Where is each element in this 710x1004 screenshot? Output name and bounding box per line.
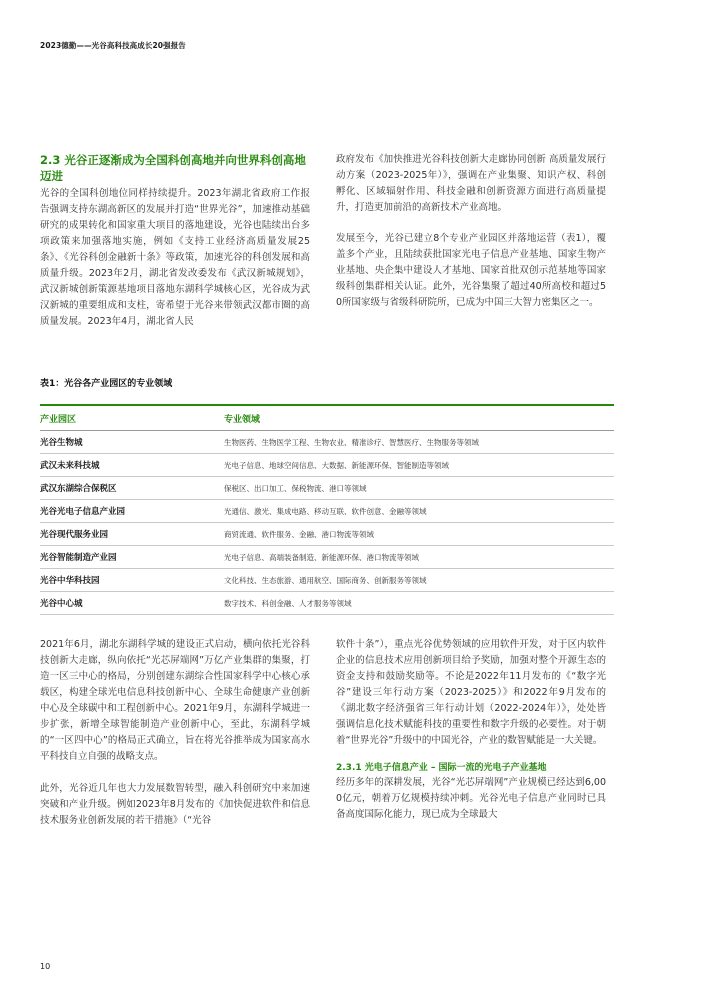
park-field-cell: 光通信、激光、集成电路、移动互联、软件创意、金融等领域 (224, 506, 427, 516)
park-name-cell: 光谷光电子信息产业园 (40, 507, 126, 517)
table-caption: 表1：光谷各产业园区的专业领域 (40, 379, 173, 389)
table-row (40, 546, 614, 569)
section-paragraph: 发展至今，光谷已建立8个专业产业园区并落地运营（表1），覆盖多个产业，且陆续获批国家光电子信息产业基地、国家生物产业基地、央企集中建设人才基地、国家首批双创示范基地等国家级科创集群相关认证。此外，光谷集聚了超过40所高校和超过50所国家级与省级科研院所，已成为中国三大智力密集区之一。 (336, 233, 606, 308)
running-header: 2023德勤——光谷高科技高成长20强报告 (40, 41, 186, 50)
page-number: 10 (40, 962, 51, 971)
body-paragraph: 此外，光谷近几年也大力发展数智转型，融入科创研究中来加速突破和产业升级。例如2023年8月发布的《加快促进软件和信息技术服务业创新发展的若干措施》（“光谷 (40, 783, 310, 826)
section-paragraph: 政府发布《加快推进光谷科技创新大走廊协同创新 高质量发展行动方案（2023-2025年）》，强调在产业集聚、知识产权、科创孵化、区域辐射作用、科技金融和创新资源方面进行高质量提升，打造更加前沿的高新技术产业高地。 (336, 154, 606, 213)
park-field-cell: 保税区、出口加工、保税物流、港口等领域 (224, 483, 367, 493)
table-header-cell: 专业领域 (224, 414, 261, 425)
lower-left-column (40, 637, 310, 829)
park-name-cell: 武汉未来科技城 (40, 461, 100, 471)
park-name-cell: 光谷生物城 (40, 438, 83, 448)
industrial-parks-table (40, 404, 614, 615)
section-title: 2.3 光谷正逐渐成为全国科创高地并向世界科创高地迈进 (40, 153, 306, 183)
park-name-cell: 武汉东湖综合保税区 (40, 484, 117, 494)
body-paragraph: 2021年6月，湖北东湖科学城的建设正式启动，横向依托光谷科技创新大走廊，纵向依托“光芯屏端网”万亿产业集群的集聚，打造一区三中心的格局，分别创建东湖综合性国家科学中心核心承载区，构建全球光电信息科技创新中心、全球生命健康产业创新中心及全球碳中和工程创新中心。2021年9月，东湖科学城进一步扩张，新增全球智能制造产业创新中心，至此，东湖科学城的“一区四中心”的格局正式确立，旨在将光谷推举成为国家高水平科技自立自强的战略支点。 (40, 639, 310, 762)
table-row (40, 500, 614, 523)
park-name-cell: 光谷现代服务业园 (40, 530, 109, 540)
park-name-cell: 光谷中华科技园 (40, 576, 100, 586)
park-field-cell: 生物医药、生物医学工程、生物农业、精准诊疗、智慧医疗、生物服务等领域 (224, 437, 479, 447)
table-row (40, 569, 614, 592)
body-paragraph: 软件十条”），重点光谷优势领域的应用软件开发，对于区内软件企业的信息技术应用创新项目给予奖励，加强对整个开源生态的资金支持和鼓励奖励等。不论是2022年11月发布的《“数字光谷”建设三年行动方案（2023-2025）》和2022年9月发布的《湖北数字经济强省三年行动计划（2022-2024年）》，处处皆强调信息化技术赋能科技的重要性和数字升级的必要性。对于朝着“世界光谷”升级中的中国光谷，产业的数智赋能是一大关键。 (336, 639, 606, 746)
subsection-paragraph: 经历多年的深耕发展，光谷“光芯屏端网”产业规模已经达到6,000亿元，朝着万亿规模持续冲刺。光谷光电子信息产业同时已具备高度国际化能力，现已成为全球最大 (336, 777, 606, 820)
table-row (40, 431, 614, 454)
park-field-cell: 文化科技、生态旅游、通用航空、国际商务、创新服务等领域 (224, 575, 427, 585)
park-field-cell: 商贸流通、软件服务、金融、港口物流等领域 (224, 529, 374, 539)
table-row (40, 477, 614, 500)
table-header-cell: 产业园区 (40, 414, 77, 425)
lower-right-column (336, 637, 606, 823)
section-left-column (40, 152, 310, 330)
table-row (40, 454, 614, 477)
section-right-column (336, 152, 606, 311)
section-paragraph: 光谷的全国科创地位同样持续提升。2023年湖北省政府工作报告强调支持东湖高新区的发展并打造“世界光谷”，加速推动基础研究的成果转化和国家重大项目的落地建设，光谷也陆续出台多项政策来加强落地实施，例如《支持工业经济高质量发展25条》、《光谷科创金融新十条》等政策，加速光谷的科创发展和高质量升级。2023年2月，湖北省发改委发布《武汉新城规划》，武汉新城创新策源基地项目落地东湖科学城核心区，光谷成为武汉新城的重要组成和支柱，寄希望于光谷来带领武汉都市圈的高质量发展。2023年4月，湖北省人民 (40, 188, 310, 327)
park-name-cell: 光谷中心城 (40, 599, 83, 609)
table-row (40, 523, 614, 546)
park-field-cell: 光电子信息、高端装备制造、新能源环保、港口物流等领域 (224, 552, 419, 562)
park-name-cell: 光谷智能制造产业园 (40, 553, 117, 563)
table-header-row (40, 406, 614, 431)
park-field-cell: 光电子信息、地球空间信息、大数据、新能源环保、智能制造等领域 (224, 460, 449, 470)
table-row (40, 592, 614, 615)
subsection-title: 2.3.1 光电子信息产业 – 国际一流的光电子产业基地 (336, 763, 547, 773)
park-field-cell: 数字技术、科创金融、人才服务等领域 (224, 598, 352, 608)
